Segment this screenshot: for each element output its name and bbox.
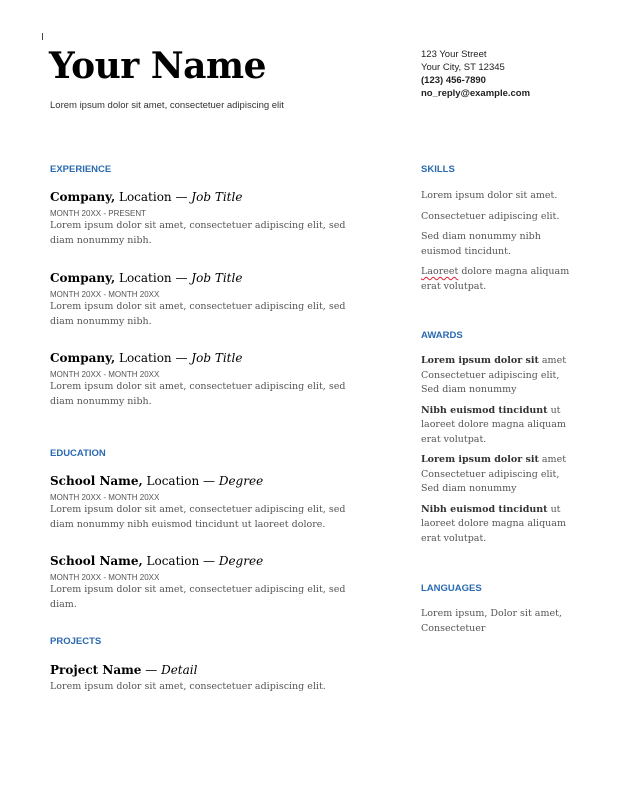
contact-block (421, 48, 530, 100)
contact-email[interactable]: no_reply@example.com (421, 88, 531, 99)
entry-role: Job Title (191, 190, 243, 204)
entry-location: Location — (115, 190, 192, 204)
experience-entry (50, 190, 370, 248)
skill-item[interactable]: Consectetuer adipiscing elit. (421, 210, 560, 222)
contact-street[interactable]: 123 Your Street (421, 49, 487, 60)
skills-list (421, 189, 571, 300)
projects-heading[interactable]: PROJECTS (50, 636, 102, 647)
award-title: Lorem ipsum dolor sit (421, 355, 539, 366)
entry-header[interactable] (50, 190, 370, 205)
education-entry (50, 554, 370, 612)
entry-role: Job Title (191, 351, 243, 365)
entry-org: Project Name (50, 663, 142, 677)
award-item[interactable] (421, 453, 571, 497)
experience-entry (50, 271, 370, 329)
entry-org: Company, (50, 271, 116, 285)
award-title: Nibh euismod tincidunt (421, 404, 548, 416)
entry-org: School Name, (50, 474, 143, 488)
awards-list (421, 354, 571, 552)
entry-dates[interactable]: MONTH 20XX - MONTH 20XX (50, 290, 160, 299)
entry-description[interactable]: Lorem ipsum dolor sit amet, consectetuer adipiscing elit, sed diam nonummy nibh euismod tincidunt ut laoreet dolore. (50, 504, 346, 530)
entry-dates[interactable]: MONTH 20XX - MONTH 20XX (50, 493, 160, 502)
award-text: amet Consectetuer adipiscing elit, Sed diam nonummy (421, 355, 567, 395)
education-entry (50, 474, 370, 532)
entry-header[interactable] (50, 554, 370, 569)
award-title: Nibh euismod tincidunt (421, 503, 548, 515)
entry-description[interactable]: Lorem ipsum dolor sit amet, consectetuer adipiscing elit, sed diam nonummy nibh. (50, 220, 346, 246)
skill-item[interactable]: Sed diam nonummy nibh euismod tincidunt. (421, 231, 541, 257)
entry-location: Location — (142, 554, 219, 568)
award-text: ut laoreet dolore magna aliquam erat volutpat. (421, 404, 566, 445)
entry-dates[interactable]: MONTH 20XX - PRESENT (50, 209, 147, 218)
award-text: ut laoreet dolore magna aliquam erat volutpat. (421, 503, 566, 544)
contact-city[interactable]: Your City, ST 12345 (421, 62, 505, 73)
award-title: Lorem ipsum dolor sit (421, 454, 539, 465)
entry-role: Detail (161, 663, 198, 677)
spellcheck-word[interactable]: Laoreet (421, 266, 459, 277)
entry-header[interactable] (50, 351, 370, 366)
entry-description[interactable]: Lorem ipsum dolor sit amet, consectetuer adipiscing elit. (50, 681, 326, 692)
award-item[interactable] (421, 503, 571, 547)
skills-heading[interactable]: SKILLS (421, 164, 455, 175)
languages-heading[interactable]: LANGUAGES (421, 583, 482, 594)
entry-dates[interactable]: MONTH 20XX - MONTH 20XX (50, 573, 160, 582)
entry-location: — (141, 663, 162, 677)
award-item[interactable] (421, 404, 571, 448)
entry-description[interactable]: Lorem ipsum dolor sit amet, consectetuer adipiscing elit, sed diam nonummy nibh. (50, 381, 346, 407)
entry-location: Location — (142, 474, 219, 488)
experience-heading[interactable]: EXPERIENCE (50, 164, 112, 175)
entry-org: Company, (50, 190, 116, 204)
entry-description[interactable]: Lorem ipsum dolor sit amet, consectetuer adipiscing elit, sed diam nonummy nibh. (50, 301, 346, 327)
entry-role: Job Title (191, 271, 243, 285)
entry-location: Location — (115, 351, 192, 365)
entry-header[interactable] (50, 663, 370, 678)
entry-org: School Name, (50, 554, 143, 568)
resume-name[interactable]: Your Name (49, 45, 266, 87)
award-item[interactable] (421, 354, 571, 398)
skill-item-rest: dolore magna aliquam erat volutpat. (421, 266, 570, 292)
entry-role: Degree (218, 474, 264, 488)
entry-header[interactable] (50, 474, 370, 489)
experience-entry (50, 351, 370, 409)
skill-item[interactable]: Lorem ipsum dolor sit amet. (421, 190, 558, 201)
awards-heading[interactable]: AWARDS (421, 330, 463, 341)
entry-location: Location — (115, 271, 192, 285)
contact-phone[interactable]: (123) 456-7890 (421, 75, 486, 86)
text-cursor (42, 33, 43, 40)
skill-item[interactable] (421, 265, 571, 294)
entry-dates[interactable]: MONTH 20XX - MONTH 20XX (50, 370, 160, 379)
award-text: amet Consectetuer adipiscing elit, Sed diam nonummy (421, 454, 567, 494)
resume-tagline[interactable]: Lorem ipsum dolor sit amet, consectetuer adipiscing elit (50, 100, 284, 111)
entry-header[interactable] (50, 271, 370, 286)
project-entry (50, 663, 370, 695)
entry-org: Company, (50, 351, 116, 365)
education-heading[interactable]: EDUCATION (50, 448, 106, 459)
languages-text[interactable]: Lorem ipsum, Dolor sit amet, Consectetuer (421, 608, 562, 634)
entry-description[interactable]: Lorem ipsum dolor sit amet, consectetuer adipiscing elit, sed diam. (50, 584, 346, 610)
entry-role: Degree (218, 554, 264, 568)
languages-list (421, 607, 571, 642)
